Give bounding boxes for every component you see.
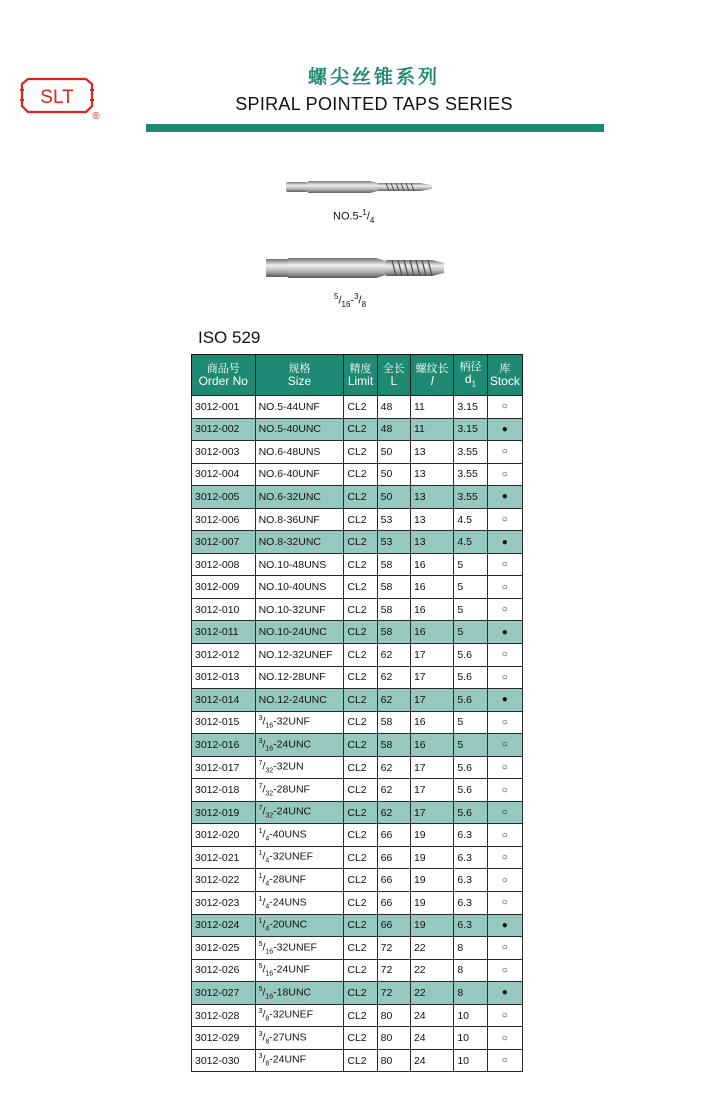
table-row	[192, 959, 523, 982]
cell-shank-dia: 5	[454, 734, 487, 757]
cell-limit: CL2	[344, 869, 377, 892]
cell-thread-length: 17	[410, 666, 453, 689]
cell-thread-length: 19	[410, 869, 453, 892]
cell-shank-dia: 8	[454, 959, 487, 982]
cell-length: 58	[377, 598, 410, 621]
cell-shank-dia: 5	[454, 621, 487, 644]
cell-shank-dia: 4.5	[454, 531, 487, 554]
cell-order-no: 3012-013	[192, 666, 256, 689]
cell-length: 62	[377, 779, 410, 802]
cell-size: NO.12-32UNEF	[255, 644, 344, 667]
cell-stock: ○	[487, 711, 522, 734]
table-row	[192, 486, 523, 509]
cell-thread-length: 19	[410, 892, 453, 915]
cell-stock: ○	[487, 553, 522, 576]
table-row	[192, 418, 523, 441]
cell-stock: ○	[487, 508, 522, 531]
table-row	[192, 598, 523, 621]
tap-caption-small: $NO.5-^1/_4$	[333, 208, 375, 225]
logo-text: SLT	[40, 87, 74, 108]
cell-stock: ●	[487, 418, 522, 441]
cell-thread-length: 17	[410, 779, 453, 802]
cell-limit: CL2	[344, 959, 377, 982]
cell-order-no: 3012-021	[192, 846, 256, 869]
cell-order-no: 3012-028	[192, 1004, 256, 1027]
cell-order-no: 3012-016	[192, 734, 256, 757]
cell-size: NO.10-24UNC	[255, 621, 344, 644]
cell-stock: ○	[487, 959, 522, 982]
cell-length: 62	[377, 689, 410, 712]
table-row	[192, 621, 523, 644]
table-row	[192, 779, 523, 802]
table-row	[192, 734, 523, 757]
cell-order-no: 3012-005	[192, 486, 256, 509]
cell-limit: CL2	[344, 508, 377, 531]
cell-shank-dia: 5.6	[454, 756, 487, 779]
cell-thread-length: 13	[410, 508, 453, 531]
cell-length: 66	[377, 869, 410, 892]
cell-shank-dia: 6.3	[454, 824, 487, 847]
table-row	[192, 801, 523, 824]
table-row	[192, 1049, 523, 1072]
cell-stock: ○	[487, 846, 522, 869]
cell-size: $^3/_8-24UNF$	[255, 1049, 344, 1072]
cell-thread-length: 13	[410, 441, 453, 464]
header-order: 商品号 Order No	[192, 355, 256, 396]
cell-shank-dia: 3.15	[454, 396, 487, 419]
cell-order-no: 3012-027	[192, 982, 256, 1005]
cell-stock: ○	[487, 598, 522, 621]
table-row	[192, 644, 523, 667]
cell-order-no: 3012-004	[192, 463, 256, 486]
cell-size: $^3/_{16}-32UNF$	[255, 711, 344, 734]
table-row	[192, 508, 523, 531]
cell-length: 72	[377, 982, 410, 1005]
cell-order-no: 3012-024	[192, 914, 256, 937]
cell-thread-length: 17	[410, 801, 453, 824]
cell-order-no: 3012-026	[192, 959, 256, 982]
registered-mark: ®	[92, 111, 100, 122]
cell-length: 62	[377, 756, 410, 779]
cell-thread-length: 16	[410, 621, 453, 644]
cell-thread-length: 22	[410, 982, 453, 1005]
cell-length: 48	[377, 396, 410, 419]
cell-order-no: 3012-003	[192, 441, 256, 464]
cell-limit: CL2	[344, 644, 377, 667]
cell-stock: ○	[487, 1027, 522, 1050]
cell-limit: CL2	[344, 1049, 377, 1072]
cell-size: $^5/_{16}-18UNC$	[255, 982, 344, 1005]
cell-length: 58	[377, 734, 410, 757]
cell-shank-dia: 4.5	[454, 508, 487, 531]
cell-limit: CL2	[344, 734, 377, 757]
cell-order-no: 3012-020	[192, 824, 256, 847]
cell-stock: ○	[487, 869, 522, 892]
cell-shank-dia: 5.6	[454, 779, 487, 802]
cell-thread-length: 17	[410, 644, 453, 667]
cell-order-no: 3012-018	[192, 779, 256, 802]
cell-thread-length: 22	[410, 937, 453, 960]
cell-order-no: 3012-019	[192, 801, 256, 824]
cell-limit: CL2	[344, 666, 377, 689]
table-row	[192, 914, 523, 937]
cell-limit: CL2	[344, 689, 377, 712]
table-row	[192, 396, 523, 419]
cell-thread-length: 19	[410, 846, 453, 869]
cell-size: $^3/_{16}-24UNC$	[255, 734, 344, 757]
cell-length: 58	[377, 711, 410, 734]
cell-size: NO.8-32UNC	[255, 531, 344, 554]
cell-size: NO.10-48UNS	[255, 553, 344, 576]
cell-order-no: 3012-001	[192, 396, 256, 419]
cell-shank-dia: 8	[454, 982, 487, 1005]
cell-order-no: 3012-029	[192, 1027, 256, 1050]
cell-length: 72	[377, 959, 410, 982]
cell-shank-dia: 5.6	[454, 689, 487, 712]
cell-length: 66	[377, 846, 410, 869]
cell-limit: CL2	[344, 418, 377, 441]
cell-thread-length: 17	[410, 689, 453, 712]
cell-shank-dia: 3.55	[454, 486, 487, 509]
table-row	[192, 982, 523, 1005]
cell-thread-length: 13	[410, 531, 453, 554]
cell-stock: ●	[487, 531, 522, 554]
cell-stock: ○	[487, 666, 522, 689]
cell-thread-length: 19	[410, 824, 453, 847]
table-row	[192, 689, 523, 712]
cell-order-no: 3012-030	[192, 1049, 256, 1072]
table-row	[192, 531, 523, 554]
table-row	[192, 441, 523, 464]
cell-shank-dia: 5	[454, 598, 487, 621]
cell-shank-dia: 5	[454, 711, 487, 734]
product-table	[191, 354, 523, 1072]
cell-size: $^1/_4-32UNEF$	[255, 846, 344, 869]
cell-shank-dia: 6.3	[454, 914, 487, 937]
cell-size: NO.5-40UNC	[255, 418, 344, 441]
cell-stock: ●	[487, 689, 522, 712]
cell-thread-length: 16	[410, 711, 453, 734]
title-divider	[146, 124, 604, 132]
cell-stock: ●	[487, 621, 522, 644]
cell-stock: ○	[487, 463, 522, 486]
cell-limit: CL2	[344, 1027, 377, 1050]
cell-length: 50	[377, 463, 410, 486]
cell-stock: ○	[487, 756, 522, 779]
cell-thread-length: 17	[410, 756, 453, 779]
cell-thread-length: 11	[410, 418, 453, 441]
cell-stock: ○	[487, 824, 522, 847]
cell-order-no: 3012-002	[192, 418, 256, 441]
cell-size: $^3/_8-27UNS$	[255, 1027, 344, 1050]
cell-length: 72	[377, 937, 410, 960]
cell-thread-length: 16	[410, 598, 453, 621]
cell-order-no: 3012-022	[192, 869, 256, 892]
header-stock: 库 Stock	[487, 355, 522, 396]
cell-stock: ○	[487, 441, 522, 464]
cell-size: $^5/_{16}-24UNF$	[255, 959, 344, 982]
cell-stock: ○	[487, 801, 522, 824]
cell-limit: CL2	[344, 982, 377, 1005]
cell-stock: ○	[487, 892, 522, 915]
cell-size: NO.6-32UNC	[255, 486, 344, 509]
table-row	[192, 869, 523, 892]
cell-order-no: 3012-012	[192, 644, 256, 667]
header-thread-length: 螺纹长 l	[410, 355, 453, 396]
cell-stock: ○	[487, 937, 522, 960]
page-title-cn: 螺尖丝锥系列	[307, 66, 440, 88]
cell-shank-dia: 6.3	[454, 892, 487, 915]
cell-shank-dia: 3.15	[454, 418, 487, 441]
cell-size: NO.10-40UNS	[255, 576, 344, 599]
cell-limit: CL2	[344, 801, 377, 824]
cell-limit: CL2	[344, 846, 377, 869]
page-title-en: SPIRAL POINTED TAPS SERIES	[235, 94, 513, 114]
cell-shank-dia: 5	[454, 576, 487, 599]
cell-length: 62	[377, 666, 410, 689]
cell-stock: ●	[487, 486, 522, 509]
cell-order-no: 3012-025	[192, 937, 256, 960]
cell-limit: CL2	[344, 396, 377, 419]
cell-stock: ○	[487, 779, 522, 802]
cell-shank-dia: 3.55	[454, 441, 487, 464]
cell-length: 50	[377, 441, 410, 464]
cell-limit: CL2	[344, 824, 377, 847]
cell-shank-dia: 10	[454, 1027, 487, 1050]
cell-stock: ○	[487, 1049, 522, 1072]
cell-thread-length: 24	[410, 1004, 453, 1027]
cell-stock: ○	[487, 644, 522, 667]
cell-thread-length: 13	[410, 486, 453, 509]
table-header	[192, 355, 523, 396]
cell-shank-dia: 5.6	[454, 666, 487, 689]
cell-stock: ○	[487, 1004, 522, 1027]
cell-size: $^5/_{16}-32UNEF$	[255, 937, 344, 960]
cell-size: NO.8-36UNF	[255, 508, 344, 531]
cell-length: 62	[377, 644, 410, 667]
table-row	[192, 463, 523, 486]
cell-limit: CL2	[344, 1004, 377, 1027]
cell-size: NO.6-40UNF	[255, 463, 344, 486]
cell-size: NO.12-24UNC	[255, 689, 344, 712]
cell-size: NO.6-48UNS	[255, 441, 344, 464]
cell-length: 80	[377, 1004, 410, 1027]
cell-order-no: 3012-006	[192, 508, 256, 531]
cell-order-no: 3012-023	[192, 892, 256, 915]
table-row	[192, 1027, 523, 1050]
table-row	[192, 576, 523, 599]
cell-order-no: 3012-007	[192, 531, 256, 554]
table-row	[192, 1004, 523, 1027]
cell-shank-dia: 5	[454, 553, 487, 576]
cell-limit: CL2	[344, 892, 377, 915]
tap-caption-large: $^5/_{16}-^3/_8$	[334, 292, 367, 309]
cell-size: $^1/_4-20UNC$	[255, 914, 344, 937]
table-row	[192, 824, 523, 847]
cell-shank-dia: 5.6	[454, 644, 487, 667]
cell-limit: CL2	[344, 441, 377, 464]
tap-image-small	[286, 176, 434, 198]
cell-shank-dia: 6.3	[454, 869, 487, 892]
cell-shank-dia: 10	[454, 1004, 487, 1027]
cell-size: $^1/_4-24UNS$	[255, 892, 344, 915]
cell-shank-dia: 6.3	[454, 846, 487, 869]
standard-label: ISO 529	[198, 328, 261, 347]
header-length: 全长 L	[377, 355, 410, 396]
cell-order-no: 3012-010	[192, 598, 256, 621]
header-shank-dia: 柄径 $d_1$	[454, 355, 487, 396]
cell-length: 66	[377, 892, 410, 915]
table-row	[192, 666, 523, 689]
cell-thread-length: 22	[410, 959, 453, 982]
cell-size: $^1/_4-40UNS$	[255, 824, 344, 847]
cell-shank-dia: 8	[454, 937, 487, 960]
cell-size: $^7/_{32}-28UNF$	[255, 779, 344, 802]
cell-order-no: 3012-008	[192, 553, 256, 576]
cell-order-no: 3012-015	[192, 711, 256, 734]
cell-limit: CL2	[344, 779, 377, 802]
cell-length: 58	[377, 576, 410, 599]
cell-order-no: 3012-017	[192, 756, 256, 779]
cell-length: 50	[377, 486, 410, 509]
cell-limit: CL2	[344, 914, 377, 937]
cell-thread-length: 16	[410, 576, 453, 599]
cell-limit: CL2	[344, 531, 377, 554]
cell-shank-dia: 5.6	[454, 801, 487, 824]
cell-thread-length: 24	[410, 1027, 453, 1050]
cell-limit: CL2	[344, 711, 377, 734]
cell-length: 48	[377, 418, 410, 441]
cell-limit: CL2	[344, 553, 377, 576]
header-size: 规格 Size	[255, 355, 344, 396]
tap-image-large	[266, 254, 446, 282]
cell-size: $^7/_{32}-24UNC$	[255, 801, 344, 824]
cell-limit: CL2	[344, 486, 377, 509]
cell-stock: ○	[487, 576, 522, 599]
cell-length: 66	[377, 914, 410, 937]
cell-shank-dia: 3.55	[454, 463, 487, 486]
cell-thread-length: 24	[410, 1049, 453, 1072]
cell-size: $^7/_{32}-32UN$	[255, 756, 344, 779]
cell-size: $^3/_8-32UNEF$	[255, 1004, 344, 1027]
cell-size: NO.5-44UNF	[255, 396, 344, 419]
table-row	[192, 553, 523, 576]
cell-length: 80	[377, 1049, 410, 1072]
cell-stock: ○	[487, 396, 522, 419]
cell-length: 62	[377, 801, 410, 824]
table-row	[192, 937, 523, 960]
cell-limit: CL2	[344, 576, 377, 599]
cell-length: 58	[377, 553, 410, 576]
cell-size: NO.12-28UNF	[255, 666, 344, 689]
cell-shank-dia: 10	[454, 1049, 487, 1072]
cell-limit: CL2	[344, 621, 377, 644]
cell-length: 53	[377, 531, 410, 554]
table-row	[192, 711, 523, 734]
table-row	[192, 756, 523, 779]
cell-limit: CL2	[344, 937, 377, 960]
cell-limit: CL2	[344, 756, 377, 779]
cell-thread-length: 16	[410, 734, 453, 757]
cell-stock: ○	[487, 734, 522, 757]
cell-size: NO.10-32UNF	[255, 598, 344, 621]
cell-stock: ●	[487, 914, 522, 937]
table-row	[192, 846, 523, 869]
cell-order-no: 3012-011	[192, 621, 256, 644]
cell-thread-length: 13	[410, 463, 453, 486]
cell-stock: ●	[487, 982, 522, 1005]
cell-length: 53	[377, 508, 410, 531]
cell-order-no: 3012-009	[192, 576, 256, 599]
cell-length: 58	[377, 621, 410, 644]
cell-thread-length: 16	[410, 553, 453, 576]
cell-limit: CL2	[344, 463, 377, 486]
header-limit: 精度 Limit	[344, 355, 377, 396]
cell-thread-length: 11	[410, 396, 453, 419]
cell-length: 66	[377, 824, 410, 847]
cell-limit: CL2	[344, 598, 377, 621]
cell-length: 80	[377, 1027, 410, 1050]
table-row	[192, 892, 523, 915]
cell-size: $^1/_4-28UNF$	[255, 869, 344, 892]
cell-thread-length: 19	[410, 914, 453, 937]
cell-order-no: 3012-014	[192, 689, 256, 712]
